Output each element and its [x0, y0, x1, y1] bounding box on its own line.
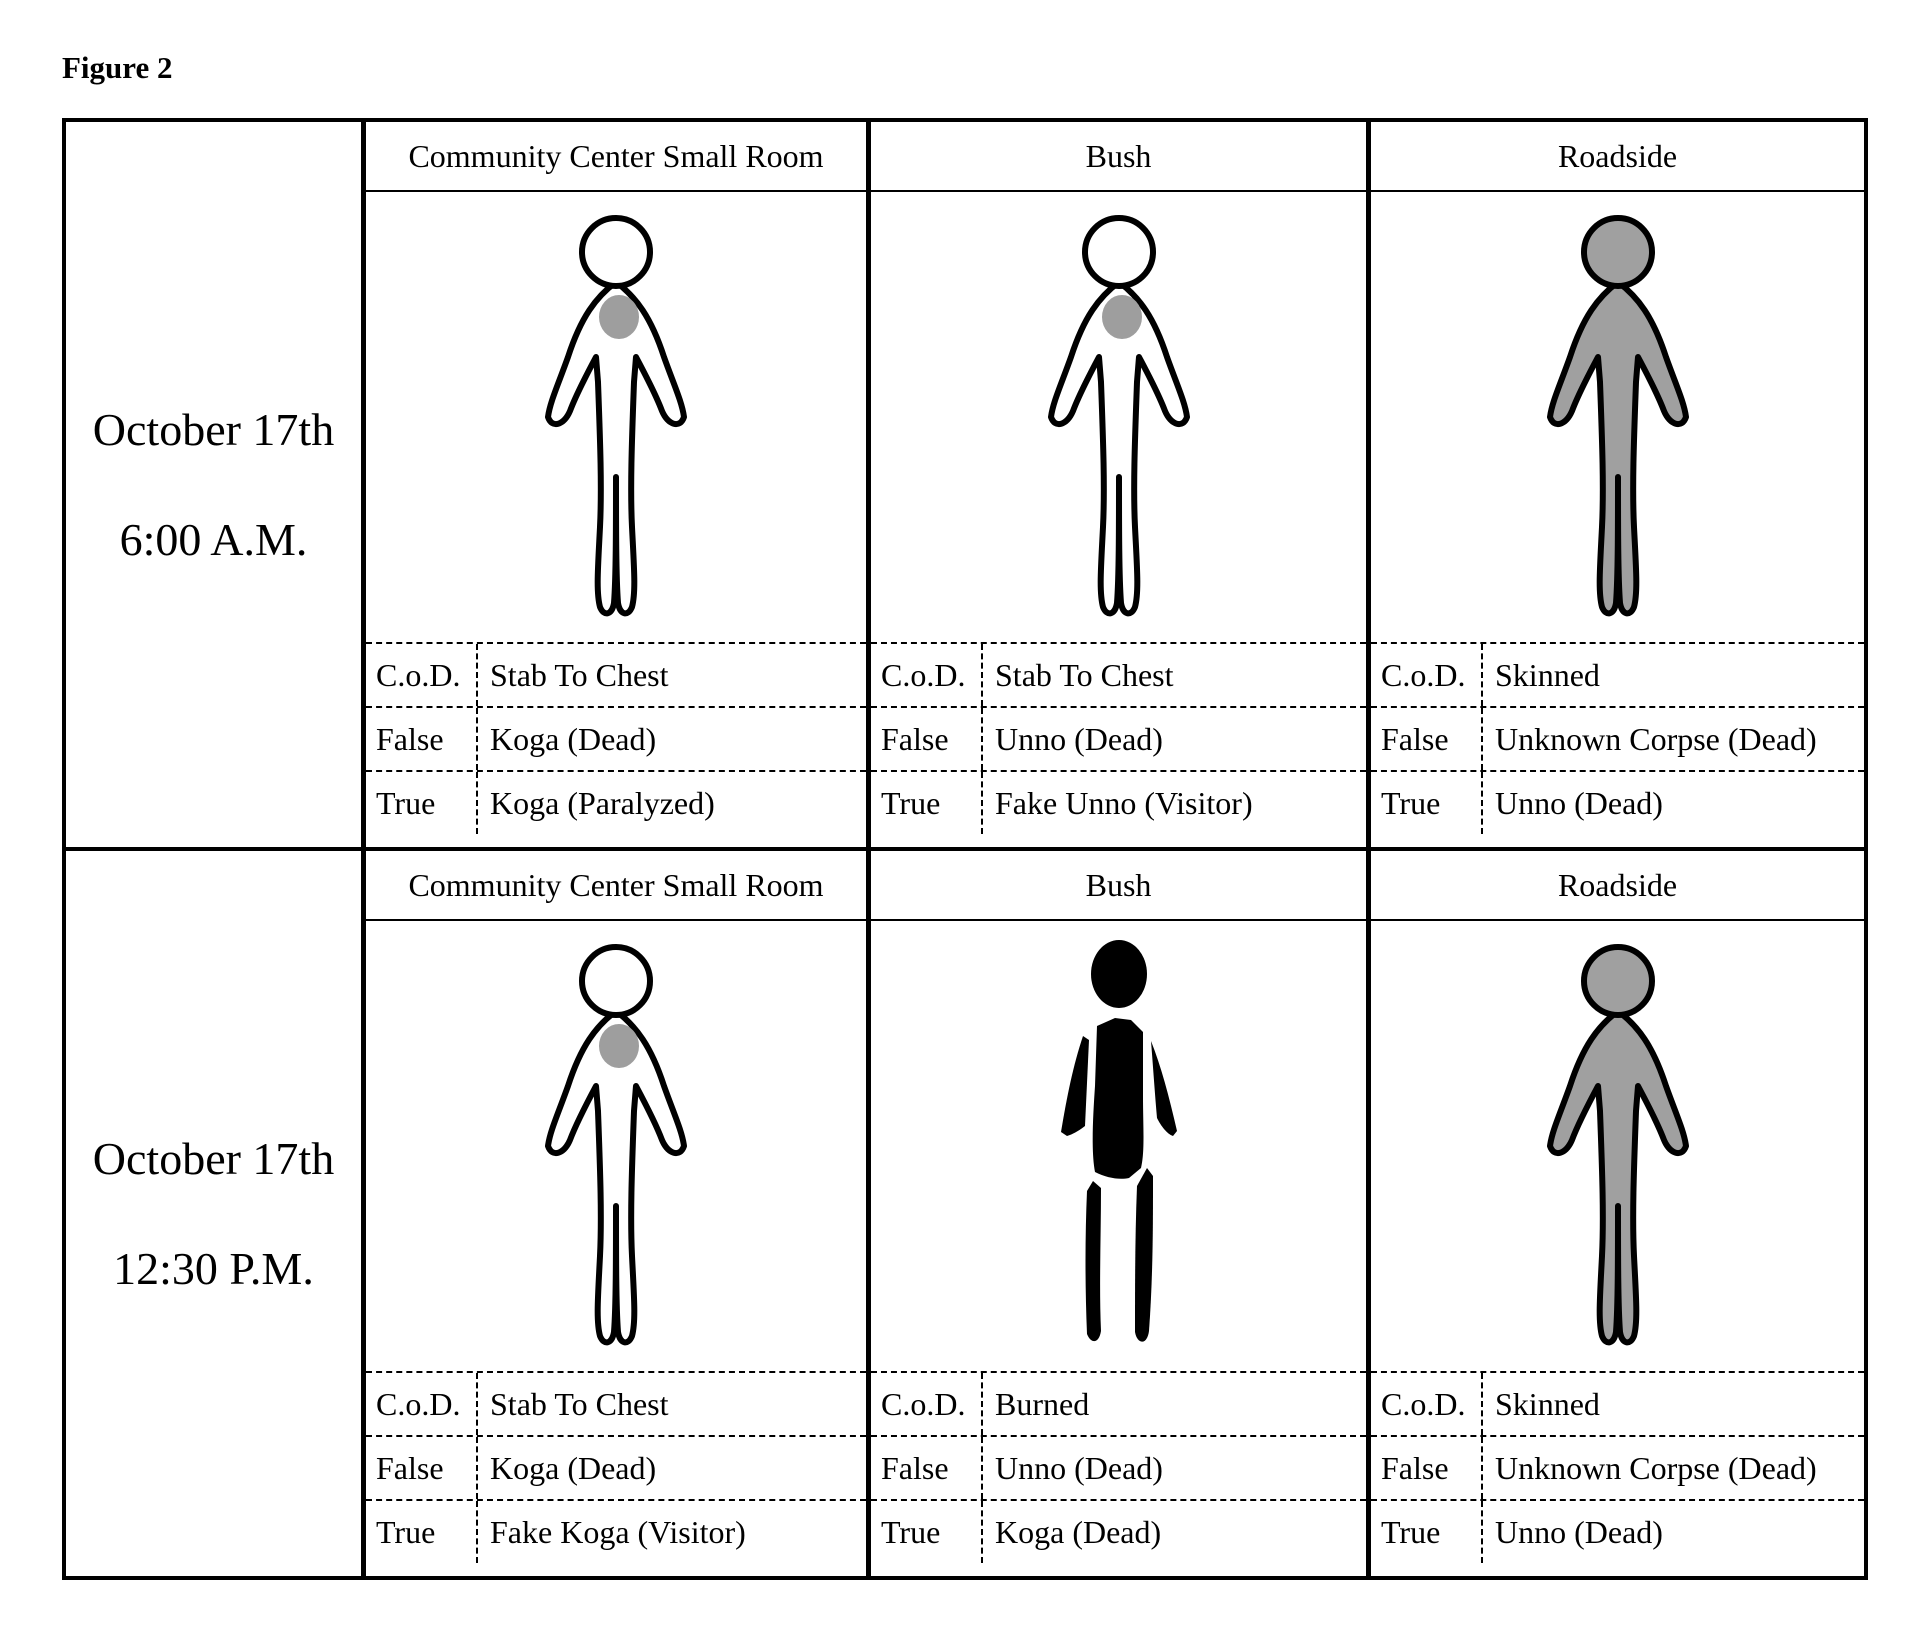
- panel-community-center-0600: [366, 122, 866, 847]
- info-row-cod: [871, 1373, 1366, 1437]
- info-row-cod: [1371, 644, 1864, 708]
- body-figure: [366, 192, 866, 642]
- info-row-false: [366, 1437, 866, 1501]
- time-label: 6:00 A.M.: [119, 513, 308, 565]
- info-key: False: [366, 1437, 478, 1499]
- info-key: True: [366, 772, 478, 834]
- info-key: C.o.D.: [366, 644, 478, 706]
- info-key: False: [1371, 1437, 1483, 1499]
- info-value: Burned: [995, 1385, 1090, 1422]
- date-label: October 17th: [92, 403, 335, 455]
- info-value: Koga (Paralyzed): [490, 784, 715, 821]
- info-value: Stab To Chest: [995, 656, 1174, 693]
- info-table: [366, 1371, 866, 1563]
- info-value: Stab To Chest: [490, 656, 669, 693]
- location-label: Community Center Small Room: [366, 851, 866, 921]
- outline-figure-chest-wound-icon: [1019, 207, 1219, 627]
- info-table: [1371, 642, 1864, 834]
- info-row-cod: [366, 1373, 866, 1437]
- time-cell-row-2: [66, 851, 366, 1576]
- info-key: C.o.D.: [1371, 1373, 1483, 1435]
- info-row-true: [871, 1501, 1366, 1563]
- info-value: Unno (Dead): [1495, 784, 1663, 821]
- time-cell-row-1: [66, 122, 366, 847]
- info-row-true: [1371, 772, 1864, 834]
- info-row-false: [1371, 1437, 1864, 1501]
- info-value: Fake Unno (Visitor): [995, 784, 1253, 821]
- info-value: Stab To Chest: [490, 1385, 669, 1422]
- info-value: Skinned: [1495, 656, 1600, 693]
- info-key: True: [1371, 1501, 1483, 1563]
- info-key: C.o.D.: [871, 1373, 983, 1435]
- info-value: Unknown Corpse (Dead): [1495, 1449, 1817, 1486]
- panel-bush-1230: [866, 851, 1366, 1576]
- info-key: True: [366, 1501, 478, 1563]
- info-key: True: [871, 1501, 983, 1563]
- info-table: [366, 642, 866, 834]
- info-row-false: [366, 708, 866, 772]
- info-key: False: [1371, 708, 1483, 770]
- black-figure-burned-icon: [1019, 936, 1219, 1356]
- figure-title: Figure 2: [62, 50, 173, 85]
- info-row-false: [871, 708, 1366, 772]
- info-value: Unno (Dead): [995, 1449, 1163, 1486]
- info-value: Skinned: [1495, 1385, 1600, 1422]
- gray-figure-skinned-icon: [1518, 936, 1718, 1356]
- outline-figure-chest-wound-icon: [516, 936, 716, 1356]
- time-label: 12:30 P.M.: [113, 1242, 314, 1294]
- info-row-cod: [871, 644, 1366, 708]
- panel-bush-0600: [866, 122, 1366, 847]
- location-label: Bush: [871, 122, 1366, 192]
- info-row-true: [871, 772, 1366, 834]
- info-table: [871, 642, 1366, 834]
- info-row-cod: [366, 644, 866, 708]
- info-row-true: [366, 772, 866, 834]
- info-row-cod: [1371, 1373, 1864, 1437]
- panel-community-center-1230: [366, 851, 866, 1576]
- info-row-true: [366, 1501, 866, 1563]
- body-figure: [1371, 192, 1864, 642]
- info-key: False: [366, 708, 478, 770]
- gray-figure-skinned-icon: [1518, 207, 1718, 627]
- info-value: Koga (Dead): [490, 1449, 657, 1486]
- info-value: Koga (Dead): [995, 1513, 1162, 1550]
- info-value: Unno (Dead): [1495, 1513, 1663, 1550]
- info-key: C.o.D.: [871, 644, 983, 706]
- info-value: Unno (Dead): [995, 720, 1163, 757]
- panel-roadside-1230: [1366, 851, 1864, 1576]
- body-figure: [366, 921, 866, 1371]
- location-label: Bush: [871, 851, 1366, 921]
- body-figure: [871, 921, 1366, 1371]
- info-key: False: [871, 1437, 983, 1499]
- info-value: Unknown Corpse (Dead): [1495, 720, 1817, 757]
- outline-figure-chest-wound-icon: [516, 207, 716, 627]
- info-key: C.o.D.: [1371, 644, 1483, 706]
- body-figure: [871, 192, 1366, 642]
- info-key: False: [871, 708, 983, 770]
- location-label: Roadside: [1371, 122, 1864, 192]
- info-row-true: [1371, 1501, 1864, 1563]
- info-row-false: [871, 1437, 1366, 1501]
- figure-grid: [62, 118, 1868, 1580]
- date-label: October 17th: [92, 1132, 335, 1184]
- location-label: Roadside: [1371, 851, 1864, 921]
- body-figure: [1371, 921, 1864, 1371]
- info-table: [1371, 1371, 1864, 1563]
- info-row-false: [1371, 708, 1864, 772]
- location-label: Community Center Small Room: [366, 122, 866, 192]
- info-key: True: [871, 772, 983, 834]
- info-value: Fake Koga (Visitor): [490, 1513, 746, 1550]
- info-key: True: [1371, 772, 1483, 834]
- info-key: C.o.D.: [366, 1373, 478, 1435]
- info-value: Koga (Dead): [490, 720, 657, 757]
- info-table: [871, 1371, 1366, 1563]
- panel-roadside-0600: [1366, 122, 1864, 847]
